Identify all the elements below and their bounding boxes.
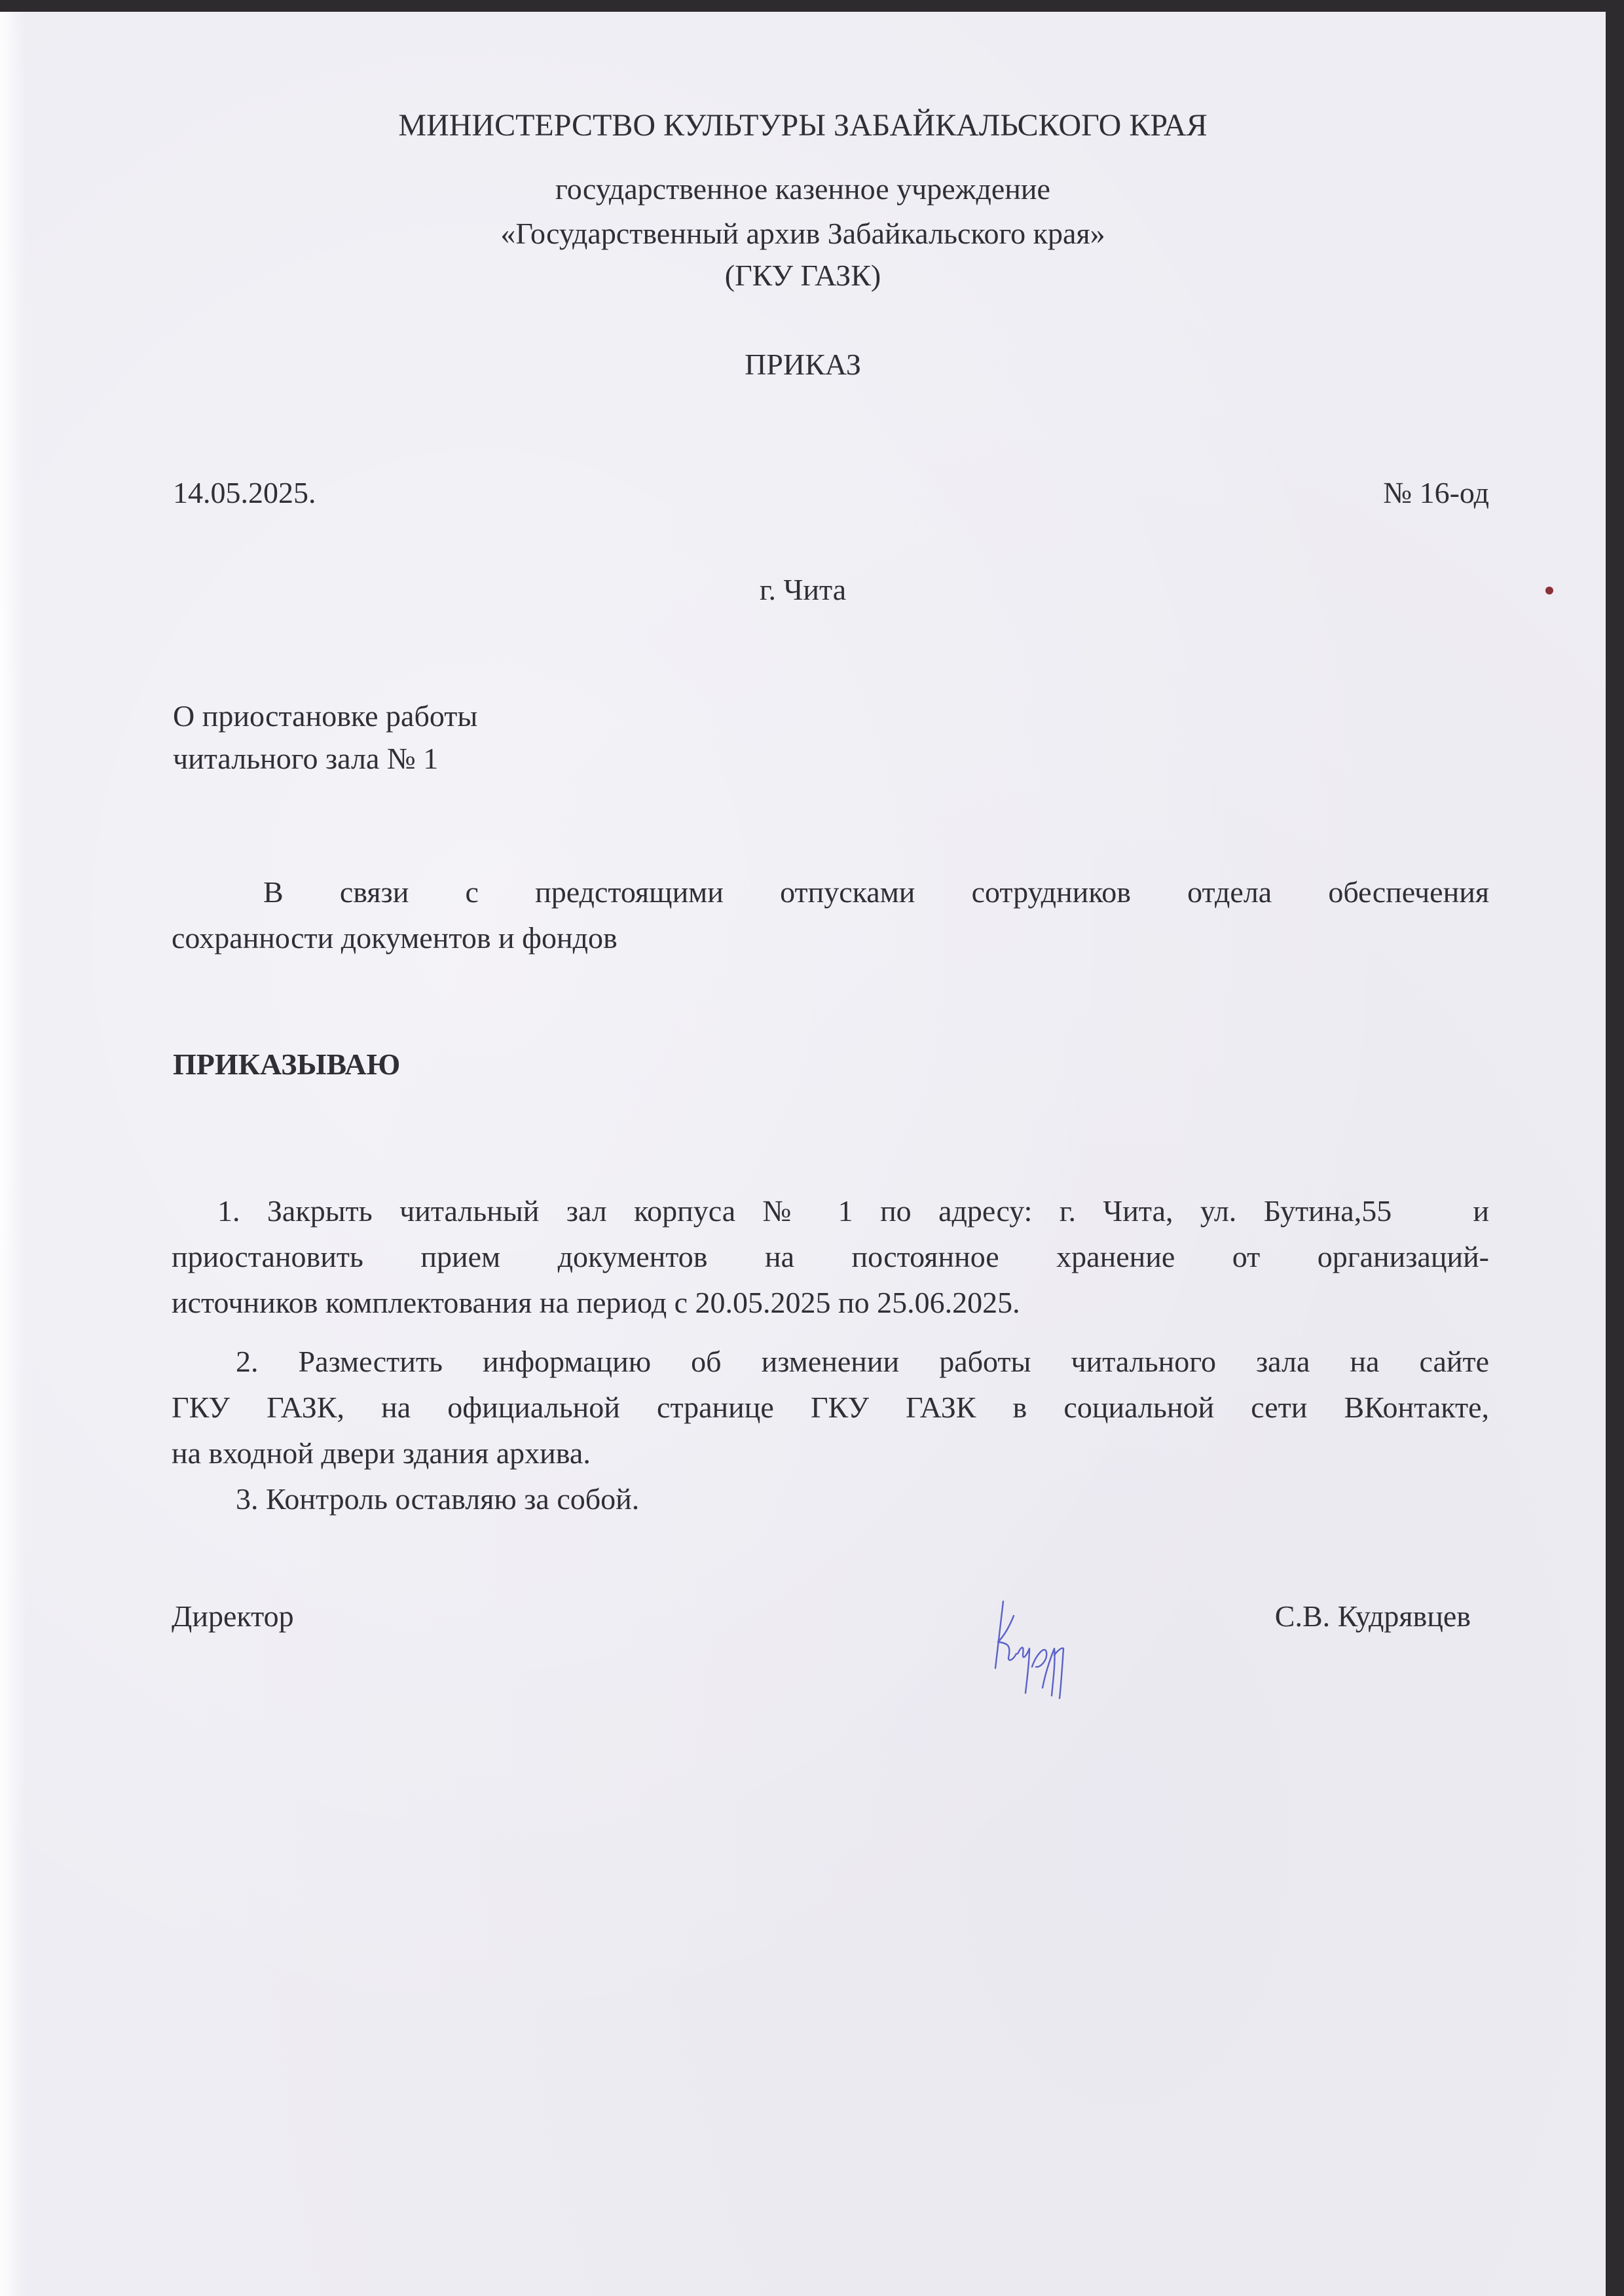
order-item-1-line-3: источников комплектования на период с 20.05.2025 по 25.06.2025. [172, 1286, 1020, 1319]
order-item-1-line-1: 1. Закрыть читальный зал корпуса № 1 по адресу: г. Чита, ул. Бутина,55 и [217, 1194, 1489, 1228]
order-heading: ПРИКАЗЫВАЮ [173, 1048, 401, 1081]
ministry-header: МИНИСТЕРСТВО КУЛЬТУРЫ ЗАБАЙКАЛЬСКОГО КРАЯ [398, 108, 1208, 143]
preamble-line-1: В связи с предстоящими отпусками сотрудников отдела обеспечения [263, 875, 1489, 909]
document-number: № 16-од [1383, 476, 1489, 509]
signer-title: Директор [172, 1599, 294, 1633]
order-item-1 [172, 1188, 1489, 1326]
preamble [172, 869, 1489, 961]
signature-stroke [1032, 1650, 1046, 1667]
subject-line-1: О приостановке работы [173, 699, 478, 733]
signature-stroke [995, 1601, 1003, 1668]
document-city: г. Чита [759, 573, 847, 606]
institution-type: государственное казенное учреждение [555, 172, 1050, 206]
order-item-3-line-1: 3. Контроль оставляю за собой. [236, 1482, 640, 1516]
institution-name: «Государственный архив Забайкальского края» [500, 217, 1105, 250]
subject-line-2: читального зала № 1 [173, 742, 439, 775]
document-type: ПРИКАЗ [745, 348, 861, 381]
institution-abbreviation: (ГКУ ГАЗК) [724, 259, 881, 292]
order-item-1-line-2: приостановить прием документов на постоянное хранение от организаций- [172, 1240, 1489, 1273]
handwritten-signature [989, 1590, 1113, 1707]
signature-stroke [1043, 1649, 1055, 1696]
preamble-line-2: сохранности документов и фондов [172, 921, 618, 955]
signature-stroke [1054, 1648, 1063, 1698]
order-item-2-line-2: ГКУ ГАЗК, на официальной странице ГКУ ГАЗК в социальной сети ВКонтакте, [172, 1391, 1489, 1424]
signature-stroke [1018, 1648, 1029, 1694]
document-date: 14.05.2025. [173, 476, 316, 509]
order-item-3 [172, 1476, 1489, 1522]
order-item-2-line-3: на входной двери здания архива. [172, 1436, 591, 1470]
order-item-2 [172, 1339, 1489, 1476]
paper-speck [1545, 587, 1553, 594]
signer-name: С.В. Кудрявцев [1274, 1599, 1471, 1633]
paper-sheet [0, 12, 1606, 2296]
order-item-2-line-1: 2. Разместить информацию об изменении работы читального зала на сайте [236, 1345, 1489, 1378]
